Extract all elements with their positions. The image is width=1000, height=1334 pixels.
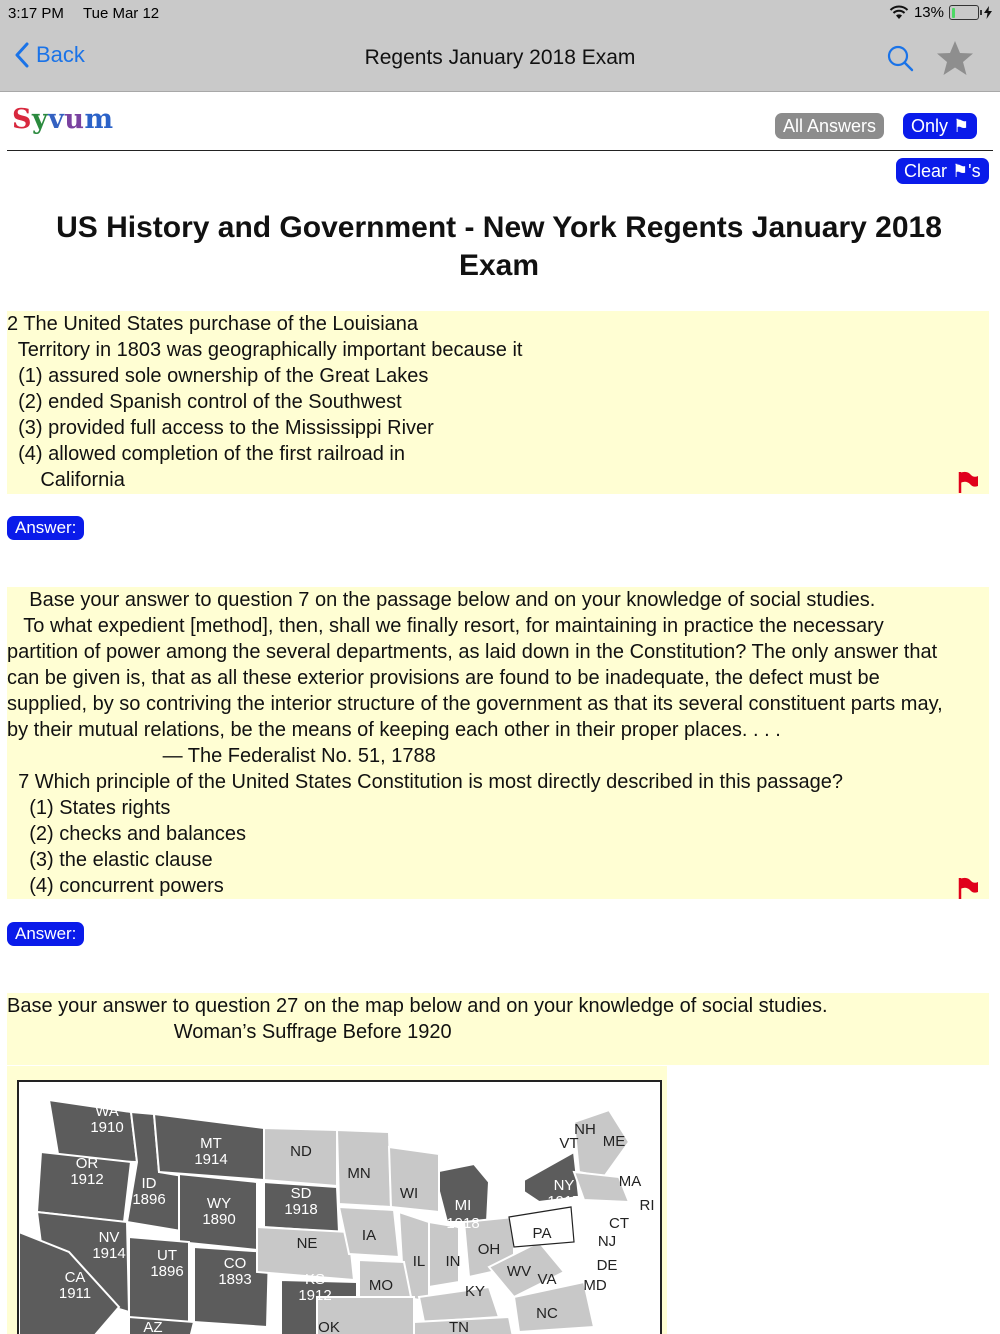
- answer-button[interactable]: Answer:: [7, 516, 84, 540]
- map-state-label: MA: [618, 1173, 642, 1190]
- syvum-logo[interactable]: Syvum: [12, 104, 114, 135]
- question-line: can be given is, that as all these exterior provisions are found to be inadequate, the defect must be: [7, 667, 880, 689]
- question-line: (4) allowed completion of the first railroad in: [7, 443, 405, 465]
- map-state-label: OR: [75, 1155, 99, 1172]
- question-line: partition of power among the several departments, as laid down in the Constitution? The only answer that: [7, 641, 938, 663]
- question-line: Territory in 1803 was geographically important because it: [7, 339, 523, 361]
- map-state-label: MT: [200, 1135, 222, 1152]
- map-state-label: DE: [596, 1257, 618, 1274]
- question-line: by their mutual relations, be the means of keeping each other in their proper places. . . .: [7, 719, 781, 741]
- header-divider: [7, 150, 993, 151]
- question-text: [7, 311, 989, 493]
- map-state-label: NC: [536, 1305, 558, 1322]
- map-state-label: 1896: [150, 1263, 184, 1280]
- only-flagged-button[interactable]: Only ⚑: [903, 113, 977, 139]
- question-line: Base your answer to question 7 on the passage below and on your knowledge of social studies.: [7, 589, 876, 611]
- status-right: [889, 4, 992, 21]
- question-line: (1) assured sole ownership of the Great Lakes: [7, 365, 429, 387]
- question-line: (2) ended Spanish control of the Southwest: [7, 391, 402, 413]
- question-block-2: [7, 311, 989, 494]
- clear-flags-button[interactable]: Clear ⚑'s: [896, 158, 989, 184]
- map-state-label: 1890: [202, 1211, 236, 1228]
- map-state-label: OH: [477, 1241, 501, 1258]
- answer-button[interactable]: Answer:: [7, 922, 84, 946]
- map-state-label: 1912: [298, 1287, 332, 1304]
- battery-icon: [949, 5, 979, 20]
- battery-percent: 13%: [913, 4, 944, 21]
- map-state-label: 1918: [284, 1201, 318, 1218]
- map-state-label: TN: [449, 1319, 469, 1334]
- map-state-label: PA: [532, 1225, 552, 1242]
- map-state-label: UT: [157, 1247, 177, 1264]
- question-line: (3) the elastic clause: [7, 849, 213, 871]
- map-state-label: 1912: [70, 1171, 104, 1188]
- suffrage-map-container: [7, 1066, 667, 1334]
- navigation-bar: [0, 38, 1000, 82]
- nav-title: Regents January 2018 Exam: [364, 46, 636, 69]
- map-state-label: WI: [399, 1185, 419, 1202]
- map-state-label: SD: [290, 1185, 312, 1202]
- map-state-label: 1914: [194, 1151, 228, 1168]
- map-state-label: MO: [368, 1277, 394, 1294]
- status-bar: [0, 4, 1000, 24]
- map-state-label: IL: [412, 1253, 426, 1270]
- charging-icon: [984, 6, 992, 19]
- question-line: — The Federalist No. 51, 1788: [7, 745, 436, 767]
- question-line: Woman’s Suffrage Before 1920: [7, 1021, 452, 1043]
- question-line: To what expedient [method], then, shall we finally resort, for maintaining in practice the necessary: [7, 615, 884, 637]
- question-line: (1) States rights: [7, 797, 171, 819]
- map-state-label: RI: [639, 1197, 655, 1214]
- map-state-label: CA: [64, 1269, 86, 1286]
- map-state-label: NH: [574, 1121, 596, 1138]
- question-block-7: [7, 587, 989, 899]
- map-state-label: MN: [347, 1165, 371, 1182]
- map-state-label: AZ: [143, 1319, 163, 1334]
- question-line: (4) concurrent powers: [7, 875, 224, 897]
- map-state-label: 1910: [90, 1119, 124, 1136]
- page-title: US History and Government - New York Regents January 2018 Exam: [56, 211, 942, 282]
- map-state-label: 1917: [547, 1193, 581, 1210]
- map-state-label: MD: [583, 1277, 607, 1294]
- map-state-label: OK: [318, 1319, 340, 1334]
- question-line: (3) provided full access to the Mississippi River: [7, 417, 434, 439]
- question-line: (2) checks and balances: [7, 823, 247, 845]
- flag-icon[interactable]: [957, 471, 979, 493]
- top-bar: [0, 0, 1000, 92]
- map-state-label: VA: [537, 1271, 557, 1288]
- search-icon[interactable]: [886, 44, 916, 74]
- map-state-label: NY: [553, 1177, 575, 1194]
- map-state-label: IA: [361, 1227, 377, 1244]
- question-text: [7, 587, 989, 899]
- map-state-label: CO: [223, 1255, 247, 1272]
- question-text: [7, 993, 989, 1045]
- map-state-label: NV: [98, 1229, 120, 1246]
- map-state-label: 1896: [132, 1191, 166, 1208]
- flag-icon[interactable]: [957, 877, 979, 899]
- map-state-label: 1893: [218, 1271, 252, 1288]
- question-line: supplied, by so contriving the interior structure of the government as that its several constituent parts may,: [7, 693, 943, 715]
- star-icon[interactable]: [936, 40, 974, 76]
- map-state-label: 1918: [446, 1215, 480, 1232]
- all-answers-button[interactable]: All Answers: [775, 113, 884, 139]
- map-state-label: WY: [206, 1195, 232, 1212]
- map-state-label: KS: [304, 1271, 326, 1288]
- map-state-label: KY: [464, 1283, 486, 1300]
- map-state-label: WV: [506, 1263, 532, 1280]
- question-line: 2 The United States purchase of the Louisiana: [7, 313, 419, 335]
- map-state-label: CT: [609, 1215, 629, 1232]
- wifi-icon: [889, 5, 909, 20]
- question-line: Base your answer to question 27 on the map below and on your knowledge of social studies.: [7, 995, 828, 1017]
- map-state-label: 1911: [58, 1285, 92, 1302]
- map-state-label: NE: [296, 1235, 318, 1252]
- map-state-label: 1914: [92, 1245, 126, 1262]
- map-state-label: ND: [290, 1143, 312, 1160]
- map-state-label: WA: [95, 1103, 119, 1120]
- question-block-27: [7, 993, 989, 1065]
- back-label: Back: [36, 42, 85, 67]
- map-state-label: NJ: [597, 1233, 617, 1250]
- map-state-label: VT: [559, 1135, 579, 1152]
- question-line: 7 Which principle of the United States Constitution is most directly described in this passage?: [7, 771, 843, 793]
- suffrage-map: [17, 1080, 662, 1334]
- map-state-label: IN: [445, 1253, 461, 1270]
- map-state-label: ME: [602, 1133, 626, 1150]
- status-time: 3:17 PM: [8, 5, 64, 22]
- map-state-label: ID: [141, 1175, 157, 1192]
- status-date: Tue Mar 12: [83, 5, 160, 22]
- map-state-label: MI: [454, 1197, 472, 1214]
- question-line: California: [7, 469, 125, 491]
